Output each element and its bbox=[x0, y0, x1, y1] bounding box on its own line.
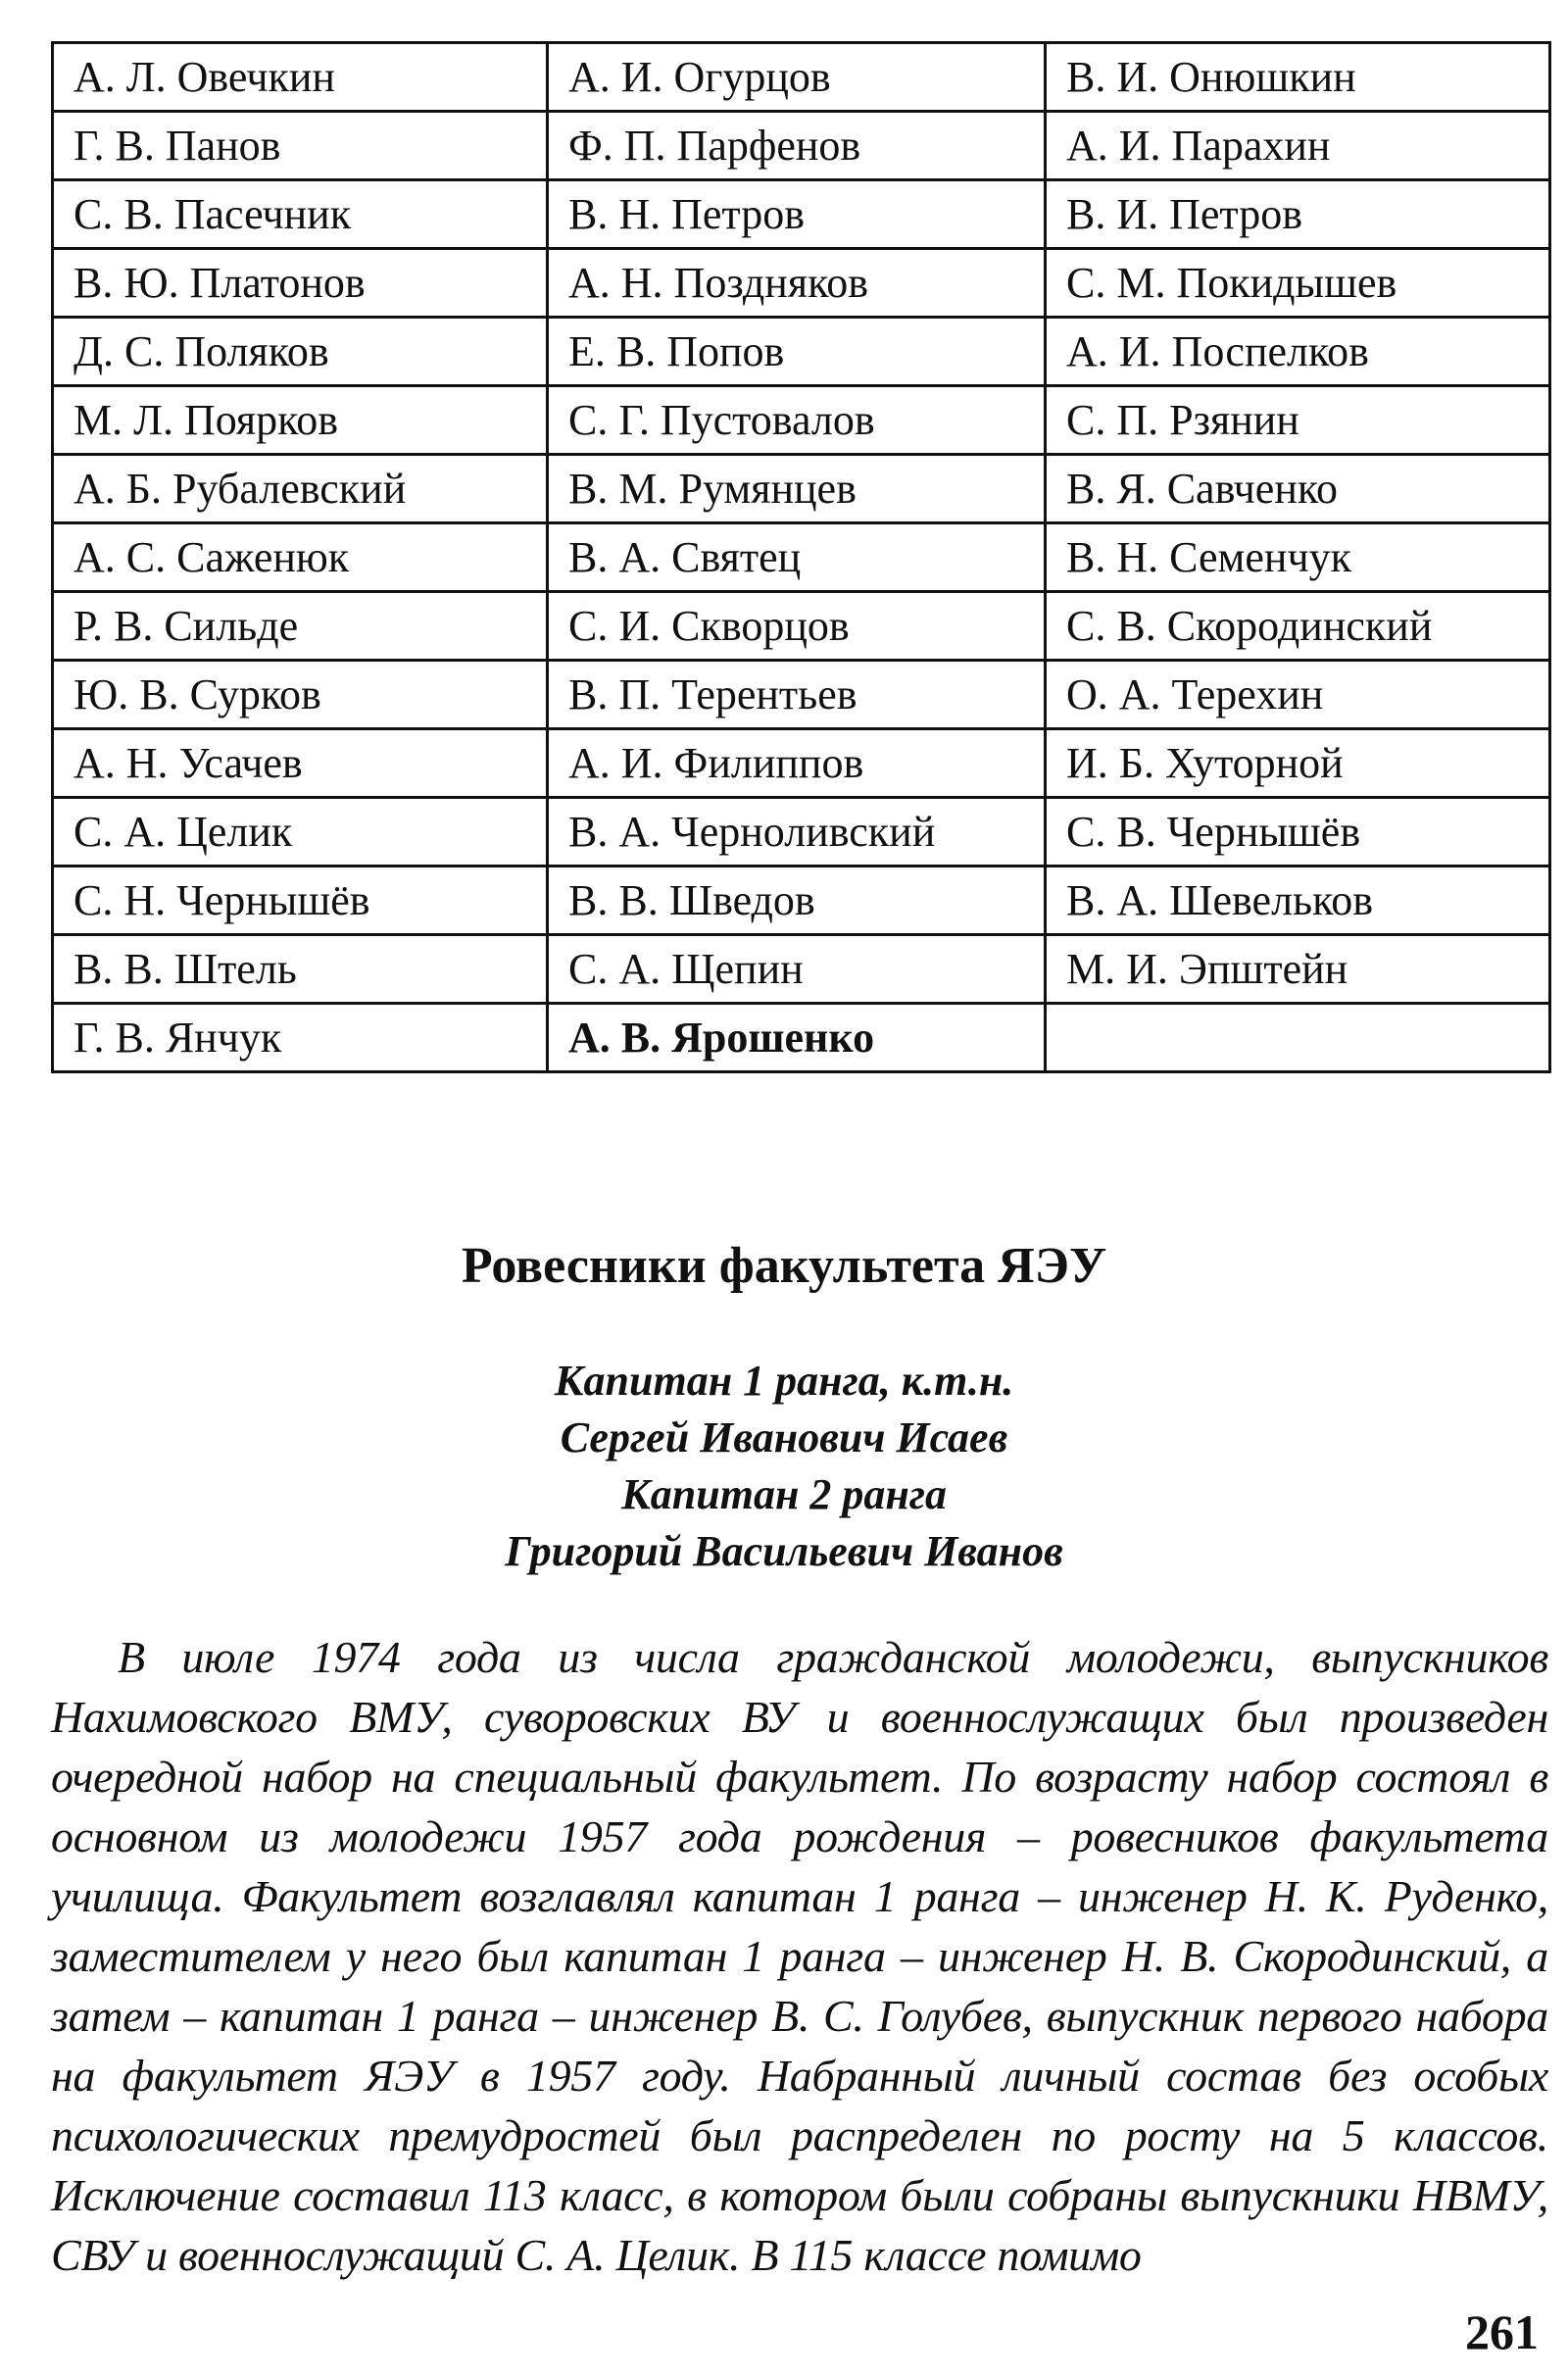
table-row bbox=[53, 249, 1550, 318]
author-name-2: Григорий Васильевич Иванов bbox=[505, 1527, 1063, 1575]
table-cell: С. Г. Пустовалов bbox=[548, 386, 1046, 455]
table-row bbox=[53, 43, 1550, 112]
table-cell: Д. С. Поляков bbox=[53, 318, 548, 386]
table-cell: В. А. Черноливский bbox=[548, 798, 1046, 867]
table-cell: В. Н. Петров bbox=[548, 180, 1046, 249]
page-number: 261 bbox=[1465, 2304, 1539, 2359]
table-cell: В. В. Штель bbox=[53, 935, 548, 1004]
table-row bbox=[53, 592, 1550, 661]
author-rank-1: Капитан 1 ранга, к.т.н. bbox=[554, 1357, 1014, 1405]
author-block bbox=[0, 1353, 1568, 1580]
table-cell: С. А. Целик bbox=[53, 798, 548, 867]
table-cell: М. Л. Поярков bbox=[53, 386, 548, 455]
table-cell: И. Б. Хуторной bbox=[1046, 729, 1550, 798]
table-cell: В. М. Румянцев bbox=[548, 455, 1046, 523]
table-row bbox=[53, 386, 1550, 455]
table-row bbox=[53, 112, 1550, 180]
table-cell: С. Н. Чернышёв bbox=[53, 867, 548, 935]
table-row bbox=[53, 935, 1550, 1004]
table-cell: Ю. В. Сурков bbox=[53, 661, 548, 729]
table-cell: В. А. Шевельков bbox=[1046, 867, 1550, 935]
table-cell: М. И. Эпштейн bbox=[1046, 935, 1550, 1004]
table-cell: В. В. Шведов bbox=[548, 867, 1046, 935]
table-cell: В. Н. Семенчук bbox=[1046, 523, 1550, 592]
table-cell: В. П. Терентьев bbox=[548, 661, 1046, 729]
table-cell: С. М. Покидышев bbox=[1046, 249, 1550, 318]
table-cell: О. А. Терехин bbox=[1046, 661, 1550, 729]
table-cell: А. И. Парахин bbox=[1046, 112, 1550, 180]
table-row bbox=[53, 867, 1550, 935]
table-row bbox=[53, 523, 1550, 592]
table-cell: С. В. Пасечник bbox=[53, 180, 548, 249]
section-title: Ровесники факультета ЯЭУ bbox=[461, 1238, 1107, 1294]
table-row bbox=[53, 1004, 1550, 1072]
table-cell: С. В. Скородинский bbox=[1046, 592, 1550, 661]
author-rank-2: Капитан 2 ранга bbox=[620, 1470, 948, 1518]
table-cell: А. Н. Усачев bbox=[53, 729, 548, 798]
table-row bbox=[53, 180, 1550, 249]
table-cell: А. Н. Поздняков bbox=[548, 249, 1046, 318]
table-cell: В. А. Святец bbox=[548, 523, 1046, 592]
author-name-1: Сергей Иванович Исаев bbox=[560, 1413, 1008, 1461]
names-table bbox=[51, 41, 1551, 1073]
table-cell: Е. В. Попов bbox=[548, 318, 1046, 386]
table-cell: С. В. Чернышёв bbox=[1046, 798, 1550, 867]
table-row bbox=[53, 798, 1550, 867]
table-cell: В. Я. Савченко bbox=[1046, 455, 1550, 523]
table-cell: Р. В. Сильде bbox=[53, 592, 548, 661]
body-paragraph: В июле 1974 года из числа гражданской молодежи, выпускников Нахимовского ВМУ, суворовских ВУ и военнослужащих был произведен очередной набор на специальный факультет. По возрасту набор состоял в основном из молодежи 1957 года рождения – ровесников факультета училища. Факультет возглавлял капитан 1 ранга – инженер Н. К. Руденко, заместителем у него был капитан 1 ранга – инженер Н. В. Скородинский, а затем – капитан 1 ранга – инженер В. С. Голубев, выпускник первого набора на факультет ЯЭУ в 1957 году. Набранный личный состав без особых психологических премудростей был распределен по росту на 5 классов. Исключение составил 113 класс, в котором были собраны выпускники НВМУ, СВУ и военнослужащий С. А. Целик. В 115 классе помимо bbox=[51, 1632, 1548, 2280]
table-cell: А. И. Огурцов bbox=[548, 43, 1046, 112]
table-cell: С. А. Щепин bbox=[548, 935, 1046, 1004]
table-cell: А. И. Филиппов bbox=[548, 729, 1046, 798]
table-cell: А. В. Ярошенко bbox=[548, 1004, 1046, 1072]
table-row bbox=[53, 661, 1550, 729]
table-row bbox=[53, 455, 1550, 523]
table-row bbox=[53, 729, 1550, 798]
table-cell: А. С. Саженюк bbox=[53, 523, 548, 592]
names-table-body bbox=[53, 43, 1550, 1072]
table-cell: Г. В. Панов bbox=[53, 112, 548, 180]
table-cell: В. Ю. Платонов bbox=[53, 249, 548, 318]
table-cell: В. И. Онюшкин bbox=[1046, 43, 1550, 112]
table-cell: А. Л. Овечкин bbox=[53, 43, 548, 112]
table-cell: С. П. Рзянин bbox=[1046, 386, 1550, 455]
table-cell: А. И. Поспелков bbox=[1046, 318, 1550, 386]
table-row bbox=[53, 318, 1550, 386]
table-cell: А. Б. Рубалевский bbox=[53, 455, 548, 523]
table-cell: В. И. Петров bbox=[1046, 180, 1550, 249]
table-cell bbox=[1046, 1004, 1550, 1072]
table-cell: Ф. П. Парфенов bbox=[548, 112, 1046, 180]
table-cell: Г. В. Янчук bbox=[53, 1004, 548, 1072]
table-cell: С. И. Скворцов bbox=[548, 592, 1046, 661]
